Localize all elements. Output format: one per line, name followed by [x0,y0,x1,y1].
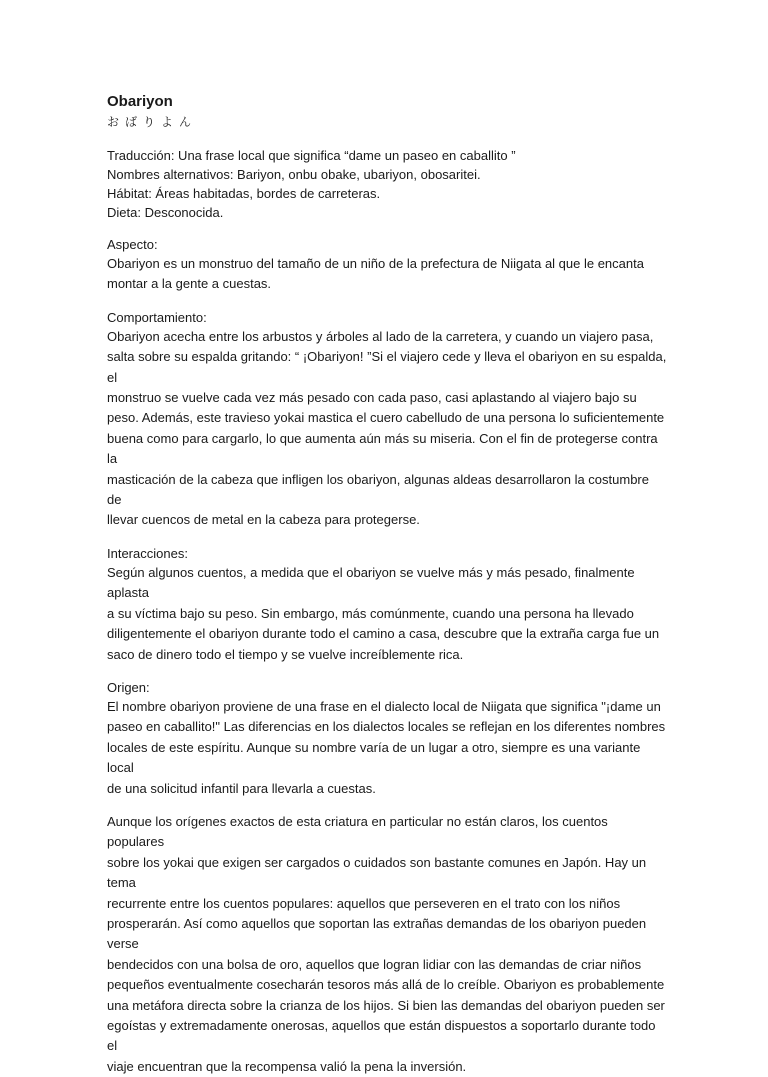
body-line: llevar cuencos de metal en la cabeza para protegerse. [107,512,420,528]
body-line: prosperarán. Así como aquellos que soportan las extrañas demandas de los obariyon pueden verse [107,915,647,952]
body-line: masticación de la cabeza que infligen los obariyon, algunas aldeas desarrollaron la costumbre de [107,471,649,508]
section-origen-continued [107,812,667,1077]
body-line: Aunque los orígenes exactos de esta criatura en particular no están claros, los cuentos populares [107,813,608,850]
section-body [107,254,667,295]
fact-habitat: Hábitat: Áreas habitadas, bordes de carreteras. [107,186,381,201]
section-heading: Origen: [107,679,150,695]
body-line: salta sobre su espalda gritando: “ ¡Obariyon! ”Si el viajero cede y lleva el obariyon en su espalda, el [107,349,667,385]
section-origen [107,678,667,799]
body-line: sobre los yokai que exigen ser cargados o cuidados son bastante comunes en Japón. Hay un tema [107,854,647,891]
facts-block [107,146,667,222]
fact-diet: Dieta: Desconocida. [107,205,224,220]
body-line: saco de dinero todo el tiempo y se vuelve increíblemente rica. [107,646,464,662]
body-line: monstruo se vuelve cada vez más pesado con cada paso, casi aplastando al viajero bajo su [107,390,637,406]
section-comportamiento [107,308,667,531]
body-line: egoístas y extremadamente onerosas, aquellos que están dispuestos a soportarlo durante todo el [107,1018,656,1054]
body-line: buena como para cargarlo, lo que aumenta aún más su miseria. Con el fin de protegerse contra la [107,430,658,467]
section-body [107,327,667,531]
body-line: locales de este espíritu. Aunque su nombre varía de un lugar a otro, siempre es una variante local [107,739,641,776]
body-line: de una solicitud infantil para llevarla a cuestas. [107,780,376,796]
body-line: Según algunos cuentos, a medida que el obariyon se vuelve más y más pesado, finalmente aplasta [107,564,635,601]
body-line: recurrente entre los cuentos populares: aquellos que perseveren en el trato con los niños [107,895,621,911]
body-line: una metáfora directa sobre la crianza de los hijos. Si bien las demandas del obariyon pueden ser [107,997,665,1013]
body-line: viaje encuentran que la recompensa valió la pena la inversión. [107,1058,467,1074]
section-body [107,697,667,799]
document-title: Obariyon [107,93,173,110]
body-line: bendecidos con una bolsa de oro, aquellos que logran lidiar con las demandas de criar niños [107,956,642,972]
fact-translation: Traducción: Una frase local que significa “dame un paseo en caballito ” [107,148,516,163]
section-body [107,563,667,665]
section-body [107,812,667,1077]
fact-alternate-names: Nombres alternativos: Bariyon, onbu obake, ubariyon, obosaritei. [107,167,481,182]
section-aspecto [107,235,667,295]
section-heading: Interacciones: [107,545,188,561]
document-page [107,92,667,1077]
body-line: Obariyon es un monstruo del tamaño de un niño de la prefectura de Niigata al que le encanta [107,256,644,271]
body-line: Obariyon acecha entre los arbustos y árboles al lado de la carretera, y cuando un viajero pasa, [107,328,654,344]
body-line: peso. Además, este travieso yokai mastica el cuero cabelludo de una persona lo suficientemente [107,410,665,426]
body-line: paseo en caballito!" Las diferencias en los dialectos locales se reflejan en los diferentes nombres [107,719,666,735]
section-interacciones [107,544,667,665]
body-line: El nombre obariyon proviene de una frase en el dialecto local de Niigata que significa "¡dame un [107,698,661,714]
body-line: pequeños eventualmente cosecharán tesoros más allá de lo creíble. Obariyon es probablemente [107,977,665,993]
body-line: diligentemente el obariyon durante todo el camino a casa, descubre que la extraña carga fue un [107,626,660,642]
body-line: a su víctima bajo su peso. Sin embargo, más comúnmente, cuando una persona ha llevado [107,605,634,621]
section-heading: Comportamiento: [107,309,207,325]
section-heading: Aspecto: [107,237,158,252]
document-kana-subtitle: おばりよん [107,115,198,129]
body-line: montar a la gente a cuestas. [107,276,272,292]
